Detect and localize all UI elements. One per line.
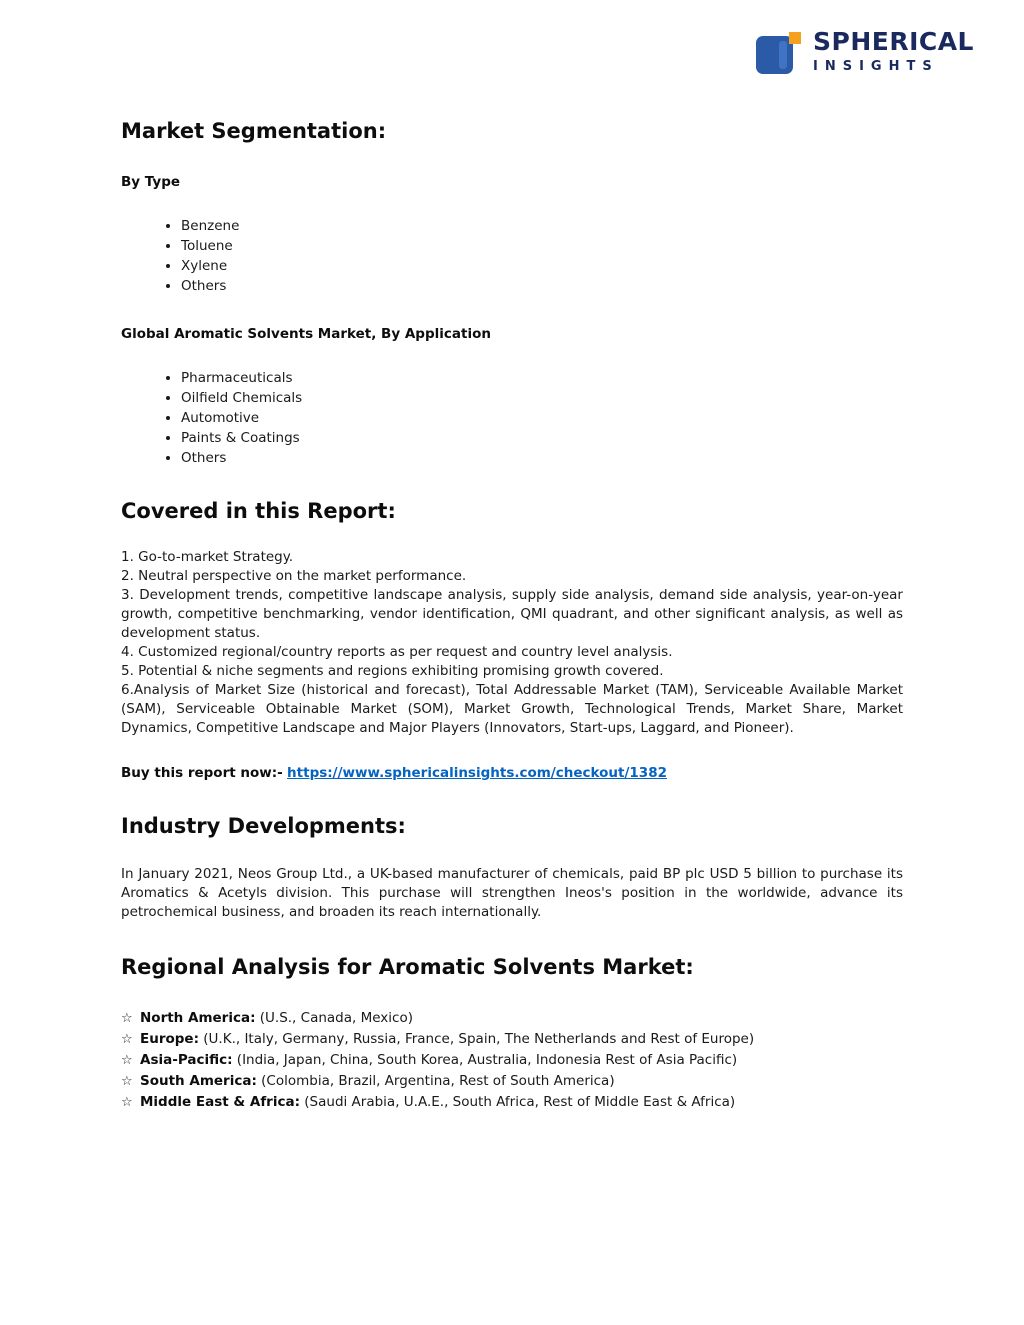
covered-list	[121, 548, 903, 738]
region-item	[121, 1008, 903, 1029]
list-item: • Toluene	[181, 236, 903, 256]
section-title-market-segmentation: Market Segmentation:	[121, 119, 387, 143]
document-body	[121, 118, 903, 1113]
checkout-link[interactable]: https://www.sphericalinsights.com/checkout/1382	[287, 765, 667, 781]
list-item: • Others	[181, 448, 903, 468]
list-item: • Automotive	[181, 408, 903, 428]
region-countries: (Saudi Arabia, U.A.E., South Africa, Rest of Middle East & Africa)	[299, 1094, 736, 1110]
region-name: Asia-Pacific:	[140, 1052, 233, 1068]
brand-subname: INSIGHTS	[812, 59, 939, 74]
covered-item: 6.Analysis of Market Size (historical and forecast), Total Addressable Market (TAM), Serviceable Available Market (SAM), Serviceable Obtainable Market (SOM), Market Growth, Technological Trends, Market Share, Market Dynamics, Competitive Landscape and Major Players (Innovators, Start-ups, Laggard, and Pioneer).	[121, 682, 903, 736]
list-item: • Xylene	[181, 256, 903, 276]
section-title-regional: Regional Analysis for Aromatic Solvents Market:	[121, 955, 694, 979]
logo-blue-square	[756, 36, 793, 74]
region-name: Europe:	[140, 1031, 199, 1047]
brand-wordmark	[813, 28, 974, 74]
covered-item: 1. Go-to-market Strategy.	[121, 549, 294, 565]
region-countries: (U.S., Canada, Mexico)	[255, 1010, 413, 1026]
section-title-covered: Covered in this Report:	[121, 499, 396, 523]
region-item	[121, 1029, 903, 1050]
section-title-industry: Industry Developments:	[121, 814, 406, 838]
region-countries: (U.K., Italy, Germany, Russia, France, Spain, The Netherlands and Rest of Europe)	[198, 1031, 755, 1047]
star-bullet-icon: ☆	[121, 1074, 133, 1089]
subheading-by-application: Global Aromatic Solvents Market, By Application	[121, 326, 491, 342]
application-list	[121, 368, 903, 468]
star-bullet-icon: ☆	[121, 1032, 133, 1047]
type-list	[121, 216, 903, 296]
spherical-insights-logo-icon	[756, 28, 802, 76]
buy-report-label: Buy this report now:-	[121, 765, 283, 781]
brand-name: SPHERICAL	[812, 27, 974, 56]
list-item: • Others	[181, 276, 903, 296]
subheading-by-type: By Type	[121, 174, 181, 190]
buy-report-line	[121, 764, 903, 783]
region-item	[121, 1050, 903, 1071]
list-item: • Paints & Coatings	[181, 428, 903, 448]
covered-item: 4. Customized regional/country reports as per request and country level analysis.	[121, 644, 673, 660]
region-countries: (India, Japan, China, South Korea, Australia, Indonesia Rest of Asia Pacific)	[232, 1052, 738, 1068]
logo-orange-square	[789, 32, 801, 44]
covered-item: 2. Neutral perspective on the market performance.	[121, 568, 467, 584]
region-item	[121, 1092, 903, 1113]
covered-item: 5. Potential & niche segments and regions exhibiting promising growth covered.	[121, 663, 664, 679]
star-bullet-icon: ☆	[121, 1011, 133, 1026]
list-item: • Pharmaceuticals	[181, 368, 903, 388]
brand-logo	[756, 28, 974, 76]
region-countries: (Colombia, Brazil, Argentina, Rest of South America)	[256, 1073, 615, 1089]
region-name: South America:	[140, 1073, 257, 1089]
list-item: • Benzene	[181, 216, 903, 236]
star-bullet-icon: ☆	[121, 1095, 133, 1110]
industry-paragraph: In January 2021, Neos Group Ltd., a UK-based manufacturer of chemicals, paid BP plc USD 5 billion to purchase its Aromatics & Acetyls division. This purchase will strengthen Ineos's position in the worldwide, advance its petrochemical business, and broaden its reach internationally.	[121, 866, 903, 920]
region-list	[121, 1008, 903, 1113]
region-item	[121, 1071, 903, 1092]
list-item: • Oilfield Chemicals	[181, 388, 903, 408]
covered-item: 3. Development trends, competitive landscape analysis, supply side analysis, demand side analysis, year-on-year growth, competitive benchmarking, vendor identification, QMI quadrant, and other significant analysis, as well as development status.	[121, 587, 903, 641]
region-name: North America:	[140, 1010, 256, 1026]
star-bullet-icon: ☆	[121, 1053, 133, 1068]
region-name: Middle East & Africa:	[140, 1094, 300, 1110]
